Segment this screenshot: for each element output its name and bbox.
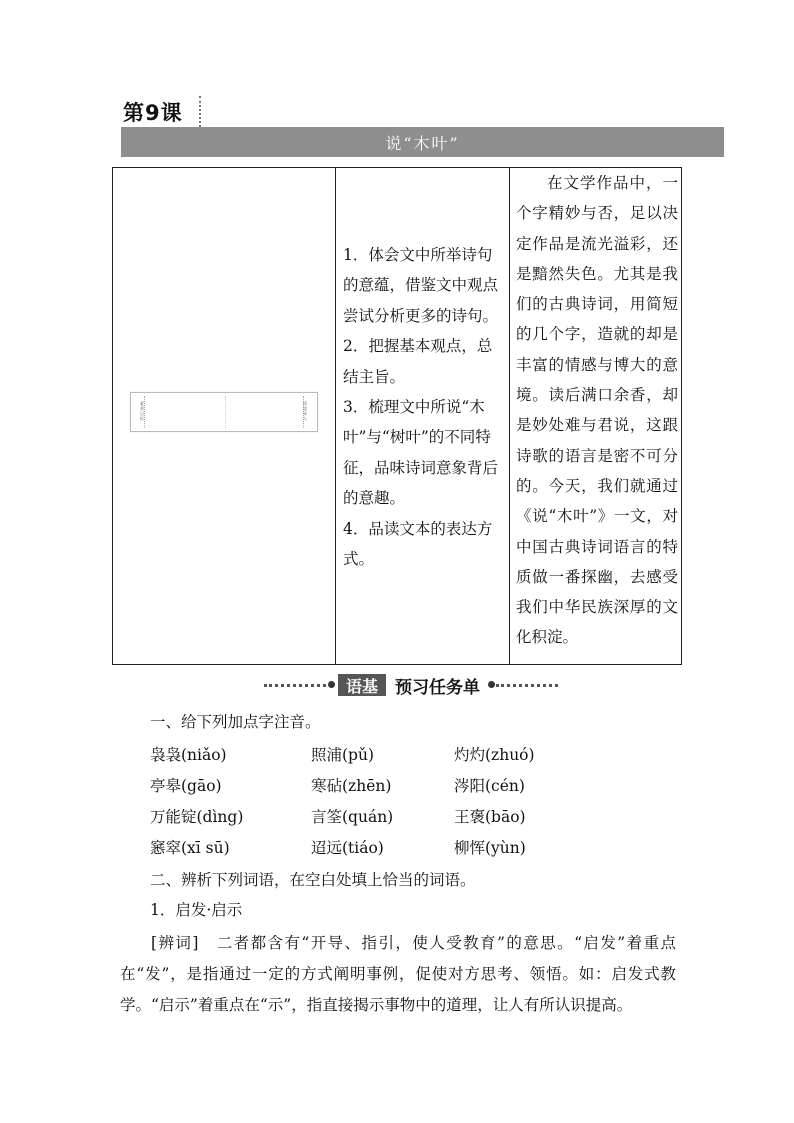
pinyin-item: 窸窣(xī sū) bbox=[150, 839, 230, 857]
explanation-paragraph: [辨词] 二者都含有“开导、指引，使人受教育”的意思。“启发”着重点在“发”，是指通过一定的方式阐明事例，促使对方思考、领悟。如：启发式教学。“启示”着重点在“示”，指直接揭示事物中的道理，让人有所认识提高。 bbox=[120, 934, 676, 1014]
goals-cell bbox=[335, 168, 510, 664]
goal-item: 3．梳理文中所说“木叶”与“树叶”的不同特征，品味诗词意象背后的意趣。 bbox=[343, 398, 499, 508]
goal-item: 2．把握基本观点，总结主旨。 bbox=[343, 337, 493, 386]
thumbnail-label-right: 情境导入 bbox=[303, 401, 307, 421]
bullet-dot bbox=[488, 681, 495, 688]
pinyin-item: 王褒(bāo) bbox=[454, 808, 526, 826]
dotted-rule-right bbox=[496, 684, 558, 687]
introduction-text: 在文学作品中，一个字精妙与否，足以决定作品是流光溢彩，还是黯然失色。尤其是我们的古典诗词，用简短的几个字，造就的却是丰富的情感与博大的意境。读后满口余香，却是妙处难与君说，这跟诗歌的语言是密不可分的。今天，我们就通过《说“木叶”》一文，对中国古典诗词语言的特质做一番探幽，去感受我们中华民族深厚的文化积淀。 bbox=[516, 174, 678, 647]
pinyin-item: 灼灼(zhuó) bbox=[454, 746, 535, 764]
pinyin-item: 照浦(pǔ) bbox=[311, 746, 374, 764]
pinyin-item: 柳恽(yùn) bbox=[454, 839, 526, 857]
pinyin-item: 迢远(tiáo) bbox=[311, 839, 384, 857]
goals-list bbox=[343, 240, 503, 574]
pinyin-item: 涔阳(cén) bbox=[454, 777, 525, 795]
section-tag: 语基 bbox=[338, 674, 386, 696]
goal-item: 1．体会文中所举诗句的意蕴，借鉴文中观点尝试分析更多的诗句。 bbox=[343, 246, 499, 325]
lesson-number: 第9课 bbox=[123, 101, 183, 125]
section-title: 预习任务单 bbox=[395, 678, 480, 698]
bullet-dot bbox=[328, 681, 335, 688]
section-header bbox=[262, 672, 562, 698]
pinyin-item: 袅袅(niǎo) bbox=[150, 746, 227, 764]
title-divider bbox=[199, 96, 201, 127]
pinyin-item: 寒砧(zhēn) bbox=[311, 777, 392, 795]
intro-table bbox=[112, 167, 682, 665]
question-2-subtitle: 1．启发·启示 bbox=[150, 901, 243, 919]
pinyin-item: 万能锭(dìng) bbox=[150, 808, 244, 826]
dotted-rule-left bbox=[264, 684, 326, 687]
introduction-cell bbox=[510, 168, 682, 664]
question-1-title: 一、给下列加点字注音。 bbox=[150, 713, 321, 731]
lesson-title: 说“木叶” bbox=[385, 133, 460, 153]
question-2-title: 二、辨析下列词语，在空白处填上恰当的词语。 bbox=[150, 871, 476, 889]
lesson-title-bar bbox=[121, 127, 724, 157]
pinyin-item: 亭皋(gāo) bbox=[150, 777, 222, 795]
thumbnail-cell bbox=[113, 168, 336, 664]
thumbnail-image bbox=[130, 392, 318, 432]
thumbnail-label-left: 素养目标 bbox=[140, 401, 144, 421]
goal-item: 4．品读文本的表达方式。 bbox=[343, 519, 493, 569]
pinyin-grid bbox=[150, 740, 570, 864]
pinyin-item: 言筌(quán) bbox=[311, 808, 394, 826]
